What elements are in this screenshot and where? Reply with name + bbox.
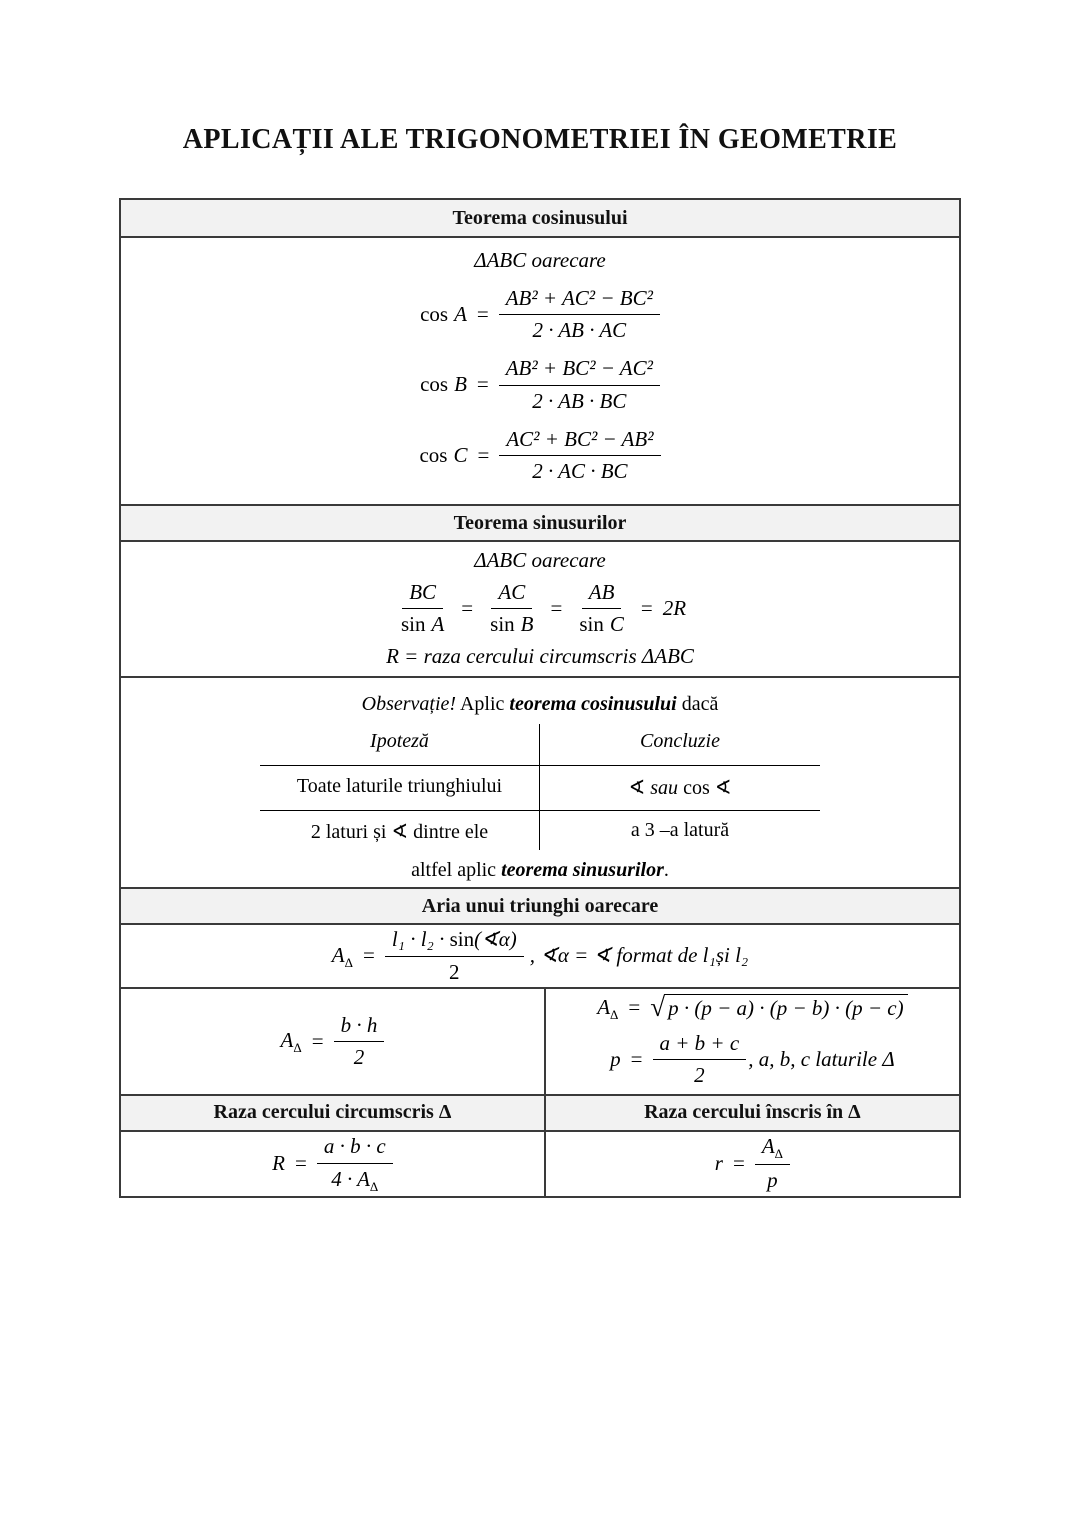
outro-period: . [663, 859, 669, 881]
area-symbol: A [597, 994, 611, 1019]
angle-variable: B [520, 612, 534, 637]
sine-theorem-header-row [121, 504, 959, 540]
fraction [499, 427, 660, 484]
r-symbol: r [714, 1150, 723, 1175]
cosine-theorem-emphasis: teorema cosinusului [509, 693, 677, 715]
cos-c-formula [419, 427, 660, 484]
inradius-title: Raza cercului înscris în Δ [644, 1101, 861, 1124]
equals-sign: = [732, 1150, 745, 1175]
cosine-theorem-body [121, 236, 959, 504]
equals-sign: = [311, 1028, 324, 1053]
equals-sign: = [550, 596, 563, 621]
sine-theorem-title: Teorema sinusurilor [453, 511, 627, 534]
fraction-numerator: AC [491, 580, 532, 609]
fraction-denominator [394, 609, 451, 637]
delta-subscript: Δ [774, 1146, 784, 1162]
sin-function: sin [579, 612, 604, 637]
angle-variable: A [454, 302, 467, 327]
fraction [499, 286, 660, 343]
fraction-numerator: AB² + BC² − AC² [499, 356, 660, 385]
conclusion-row-1 [540, 765, 820, 810]
cos-function: cos [420, 372, 449, 397]
p-symbol: p [610, 1047, 621, 1072]
fraction-numerator: AC² + BC² − AB² [499, 427, 660, 456]
area-sine-formula [332, 927, 748, 984]
hypothesis-column-header: Ipoteză [260, 724, 540, 765]
observation-lead: Observație! [361, 693, 457, 715]
equals-sign: = [630, 1047, 643, 1072]
two-r-result: 2R [662, 596, 687, 621]
area-general-formula-row [121, 923, 959, 987]
fraction [317, 1134, 393, 1192]
circumradius-header-cell [121, 1096, 546, 1130]
fraction-denominator: 2 [694, 1063, 705, 1088]
observation-tail: dacă [676, 693, 719, 715]
hypothesis-row-2: 2 laturi și ∢ dintre ele [260, 810, 540, 850]
angle-symbol: ∢ [628, 777, 651, 799]
area-heron-cell [546, 989, 959, 1094]
hypothesis-conclusion-table [260, 724, 820, 850]
area-base-height-cell [121, 989, 546, 1094]
fraction-denominator: 2 · AC · BC [532, 458, 628, 483]
sine-rule-equation [394, 580, 686, 637]
fraction-numerator [385, 927, 524, 956]
triangle-note: ΔABC oarecare [474, 548, 606, 572]
fraction [755, 1134, 790, 1192]
square-root [650, 994, 907, 1021]
conclusion-row-2: a 3 –a latură [540, 810, 820, 850]
angle-argument: (∢α) [474, 927, 517, 952]
fraction-denominator: 2 [449, 959, 460, 984]
delta-subscript: Δ [369, 1178, 379, 1194]
delta-subscript: Δ [610, 1006, 619, 1022]
semiperimeter-formula [610, 1031, 895, 1088]
circumradius-note: R = raza cercului circumscris ΔABC [386, 644, 694, 669]
sin-function: sin [449, 927, 475, 952]
inradius-header-cell [546, 1096, 959, 1130]
equals-sign: = [476, 302, 489, 327]
fraction-denominator [483, 609, 540, 637]
fraction-numerator: BC [402, 580, 443, 609]
equals-sign: = [362, 943, 375, 968]
sau-word: sau [650, 777, 679, 799]
cos-b-formula [420, 356, 660, 413]
fraction-numerator: a + b + c [653, 1031, 747, 1060]
delta-subscript: Δ [293, 1040, 302, 1056]
triangle-note: ΔABC oarecare [474, 248, 606, 272]
angle-definition-note: , ∢α = ∢ format de l₁și l₂ [529, 943, 749, 968]
cos-angle-symbol: cos ∢ [678, 777, 732, 799]
circumradius-title: Raza cercului circumscris Δ [213, 1101, 452, 1124]
fraction [334, 1013, 385, 1070]
radius-headers-row [121, 1094, 959, 1130]
formula-table [119, 198, 961, 1198]
fraction [653, 1031, 747, 1088]
sides-product: l₁ · l₂ · [391, 927, 450, 952]
fraction-numerator: a · b · c [317, 1134, 393, 1163]
fraction-numerator [755, 1134, 790, 1164]
inradius-formula-cell [546, 1132, 959, 1196]
equals-sign: = [295, 1150, 307, 1175]
sides-note: , a, b, c laturile Δ [748, 1047, 895, 1072]
fraction-denominator [324, 1164, 385, 1193]
sin-function: sin [490, 612, 515, 637]
equals-sign: = [628, 995, 641, 1019]
sin-function: sin [400, 612, 426, 637]
inradius-formula [715, 1134, 790, 1192]
area-symbol: A [357, 1166, 370, 1191]
equals-sign: = [476, 372, 489, 397]
four-times: 4 · [331, 1166, 358, 1191]
angle-variable: C [609, 612, 624, 637]
heron-formula [597, 994, 907, 1021]
observation-outro [121, 859, 959, 882]
conclusion-column-header: Concluzie [640, 730, 720, 752]
outro-lead: altfel aplic [411, 859, 502, 881]
cos-function: cos [419, 442, 448, 467]
fraction-denominator: 2 [353, 1044, 365, 1069]
area-formulas-row [121, 987, 959, 1094]
cosine-theorem-header-row [121, 200, 959, 236]
area-symbol: A [331, 942, 345, 967]
cosine-theorem-title: Teorema cosinusului [452, 206, 628, 229]
sine-theorem-emphasis: teorema sinusurilor [501, 859, 664, 881]
cos-function: cos [420, 302, 449, 327]
area-symbol: A [280, 1028, 294, 1053]
R-symbol: R [272, 1150, 285, 1175]
equals-sign: = [477, 442, 490, 467]
fraction-denominator [572, 609, 631, 637]
area-header-row [121, 887, 959, 923]
radical-sign: √ [650, 992, 666, 1022]
fraction [385, 927, 524, 984]
fraction-denominator: 2 · AB · AC [532, 318, 627, 343]
fraction-numerator: b · h [334, 1013, 385, 1042]
fraction [483, 580, 540, 637]
page-title: APLICAȚII ALE TRIGONOMETRIEI ÎN GEOMETRIE [182, 124, 898, 155]
hypothesis-row-1: Toate laturile triunghiului [260, 765, 540, 810]
observation-section [121, 676, 959, 887]
radius-formulas-row [121, 1130, 959, 1196]
delta-subscript: Δ [344, 955, 353, 971]
equals-sign: = [640, 596, 653, 621]
circumradius-formula [272, 1134, 393, 1192]
area-base-height-formula [281, 1013, 385, 1070]
fraction-denominator: p [767, 1167, 778, 1192]
area-symbol: A [761, 1134, 775, 1159]
observation-mid: Aplic [456, 693, 510, 715]
fraction [394, 580, 451, 637]
angle-variable: B [454, 372, 467, 397]
fraction-denominator: 2 · AB · BC [532, 388, 627, 413]
fraction [499, 356, 660, 413]
radicand: p · (p − a) · (p − b) · (p − c) [664, 994, 908, 1021]
observation-intro [121, 693, 959, 716]
fraction [572, 580, 631, 637]
cos-a-formula [420, 286, 660, 343]
circumradius-formula-cell [121, 1132, 546, 1196]
angle-variable: C [453, 442, 468, 467]
fraction-numerator: AB² + AC² − BC² [499, 286, 660, 315]
equals-sign: = [461, 596, 474, 621]
area-title: Aria unui triunghi oarecare [421, 894, 659, 917]
sine-theorem-body [121, 540, 959, 676]
fraction-numerator: AB [582, 580, 622, 609]
angle-variable: A [431, 612, 445, 637]
